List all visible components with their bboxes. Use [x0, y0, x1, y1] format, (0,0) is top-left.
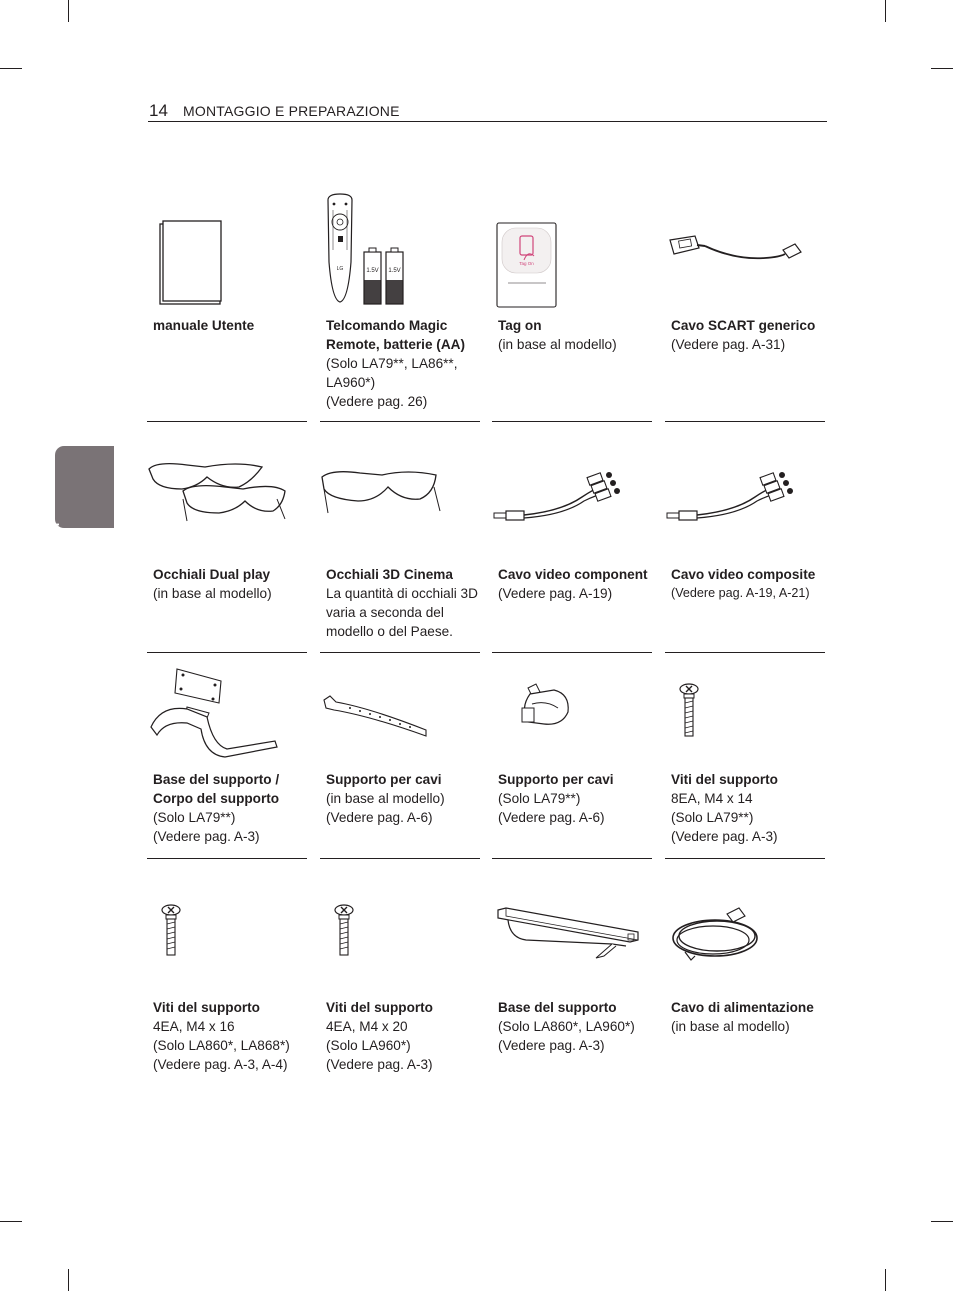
screw-m4x16-image [147, 898, 307, 958]
language-tab [47, 446, 114, 584]
item-detail: (in base al modello) [153, 586, 272, 601]
row-divider [147, 652, 307, 653]
item-name: Occhiali 3D Cinema [326, 567, 453, 582]
row-divider [665, 421, 825, 422]
row-divider [665, 652, 825, 653]
row-divider [492, 858, 652, 859]
row-divider [492, 652, 652, 653]
page-number: 14 [149, 101, 168, 120]
battery-label: 1.5V [388, 268, 401, 274]
item-name: Cavo di alimentazione [671, 1000, 814, 1015]
item-detail: (Vedere pag. A-3) [153, 829, 260, 844]
item-name: Supporto per cavi [498, 772, 614, 787]
item-name: Cavo SCART generico [671, 318, 816, 333]
item-name: Viti del supporto [326, 1000, 433, 1015]
row-divider [147, 858, 307, 859]
item-name: Cavo video composite [671, 567, 816, 582]
item-detail: (Solo LA79**) [153, 810, 236, 825]
item-name: Supporto per cavi [326, 772, 442, 787]
item-detail: (Solo LA79**) [498, 791, 581, 806]
item-name: Viti del supporto [153, 1000, 260, 1015]
item-detail: La quantità di occhiali 3D varia a seconda del modello o del Paese. [326, 586, 478, 639]
tag-label: Tag On [519, 261, 534, 266]
screw-m4x14-image [665, 683, 825, 743]
row-divider [320, 421, 480, 422]
crop-mark [885, 1269, 886, 1291]
battery-label: 1.5V [366, 268, 379, 274]
row-divider [320, 652, 480, 653]
item-detail: 4EA, M4 x 20 [326, 1019, 408, 1034]
item-detail: (Vedere pag. A-6) [326, 810, 433, 825]
cable-holder-strap-image [320, 690, 480, 750]
item-name: Cavo video component [498, 567, 648, 582]
crop-mark [931, 68, 953, 69]
cable-holder-clip-image [492, 680, 652, 740]
item-detail: (Vedere pag. A-6) [498, 810, 605, 825]
composite-cable-image [665, 467, 825, 527]
row-divider [492, 421, 652, 422]
item-detail: (Vedere pag. A-19, A-21) [671, 586, 810, 600]
item-detail: (Solo LA79**) [671, 810, 754, 825]
stand-base-image [492, 906, 652, 966]
cinema-3d-glasses-image [320, 465, 480, 525]
item-name: Telcomando Magic Remote, batterie (AA) [326, 318, 465, 352]
magic-remote-image [320, 192, 480, 307]
item-name: Viti del supporto [671, 772, 778, 787]
remote-logo: LG [336, 266, 344, 272]
item-detail: (Solo LA860*, LA868*) [153, 1038, 290, 1053]
item-detail: (in base al modello) [498, 337, 617, 352]
item-detail: (Solo LA960*) [326, 1038, 411, 1053]
crop-mark [0, 1221, 22, 1222]
item-detail: (Vedere pag. 26) [326, 394, 428, 409]
item-detail: (Vedere pag. A-3) [326, 1057, 433, 1072]
item-detail: (Vedere pag. A-3) [498, 1038, 605, 1053]
dual-play-glasses-image [147, 455, 307, 535]
crop-mark [0, 68, 22, 69]
crop-mark [885, 0, 886, 22]
header-rule [148, 121, 827, 122]
item-detail: (in base al modello) [671, 1019, 790, 1034]
item-detail: 4EA, M4 x 16 [153, 1019, 235, 1034]
row-divider [147, 421, 307, 422]
item-detail: (Vedere pag. A-3, A-4) [153, 1057, 288, 1072]
user-manual-image [147, 220, 307, 310]
tag-on-image [492, 220, 652, 310]
crop-mark [68, 1269, 69, 1291]
screw-m4x20-image [320, 898, 480, 958]
crop-mark [931, 1221, 953, 1222]
item-detail: (Vedere pag. A-3) [671, 829, 778, 844]
item-detail: (in base al modello) [326, 791, 445, 806]
item-name: Occhiali Dual play [153, 567, 271, 582]
item-detail: (Solo LA79**, LA86**, LA960*) [326, 356, 458, 390]
language-tab-label: ITALIANO [47, 522, 61, 584]
item-detail: (Solo LA860*, LA960*) [498, 1019, 635, 1034]
page-title: MONTAGGIO E PREPARAZIONE [183, 103, 400, 119]
row-divider [665, 858, 825, 859]
power-cord-image [665, 904, 825, 966]
scart-cable-image [665, 230, 825, 290]
item-name: manuale Utente [153, 318, 255, 333]
row-divider [320, 858, 480, 859]
item-detail: 8EA, M4 x 14 [671, 791, 753, 806]
item-name: Base del supporto [498, 1000, 617, 1015]
item-name: Base del supporto / Corpo del supporto [153, 772, 280, 806]
stand-base-body-image [147, 665, 307, 765]
component-cable-image [492, 467, 652, 527]
crop-mark [68, 0, 69, 22]
item-detail: (Vedere pag. A-31) [671, 337, 786, 352]
item-detail: (Vedere pag. A-19) [498, 586, 613, 601]
item-name: Tag on [498, 318, 542, 333]
